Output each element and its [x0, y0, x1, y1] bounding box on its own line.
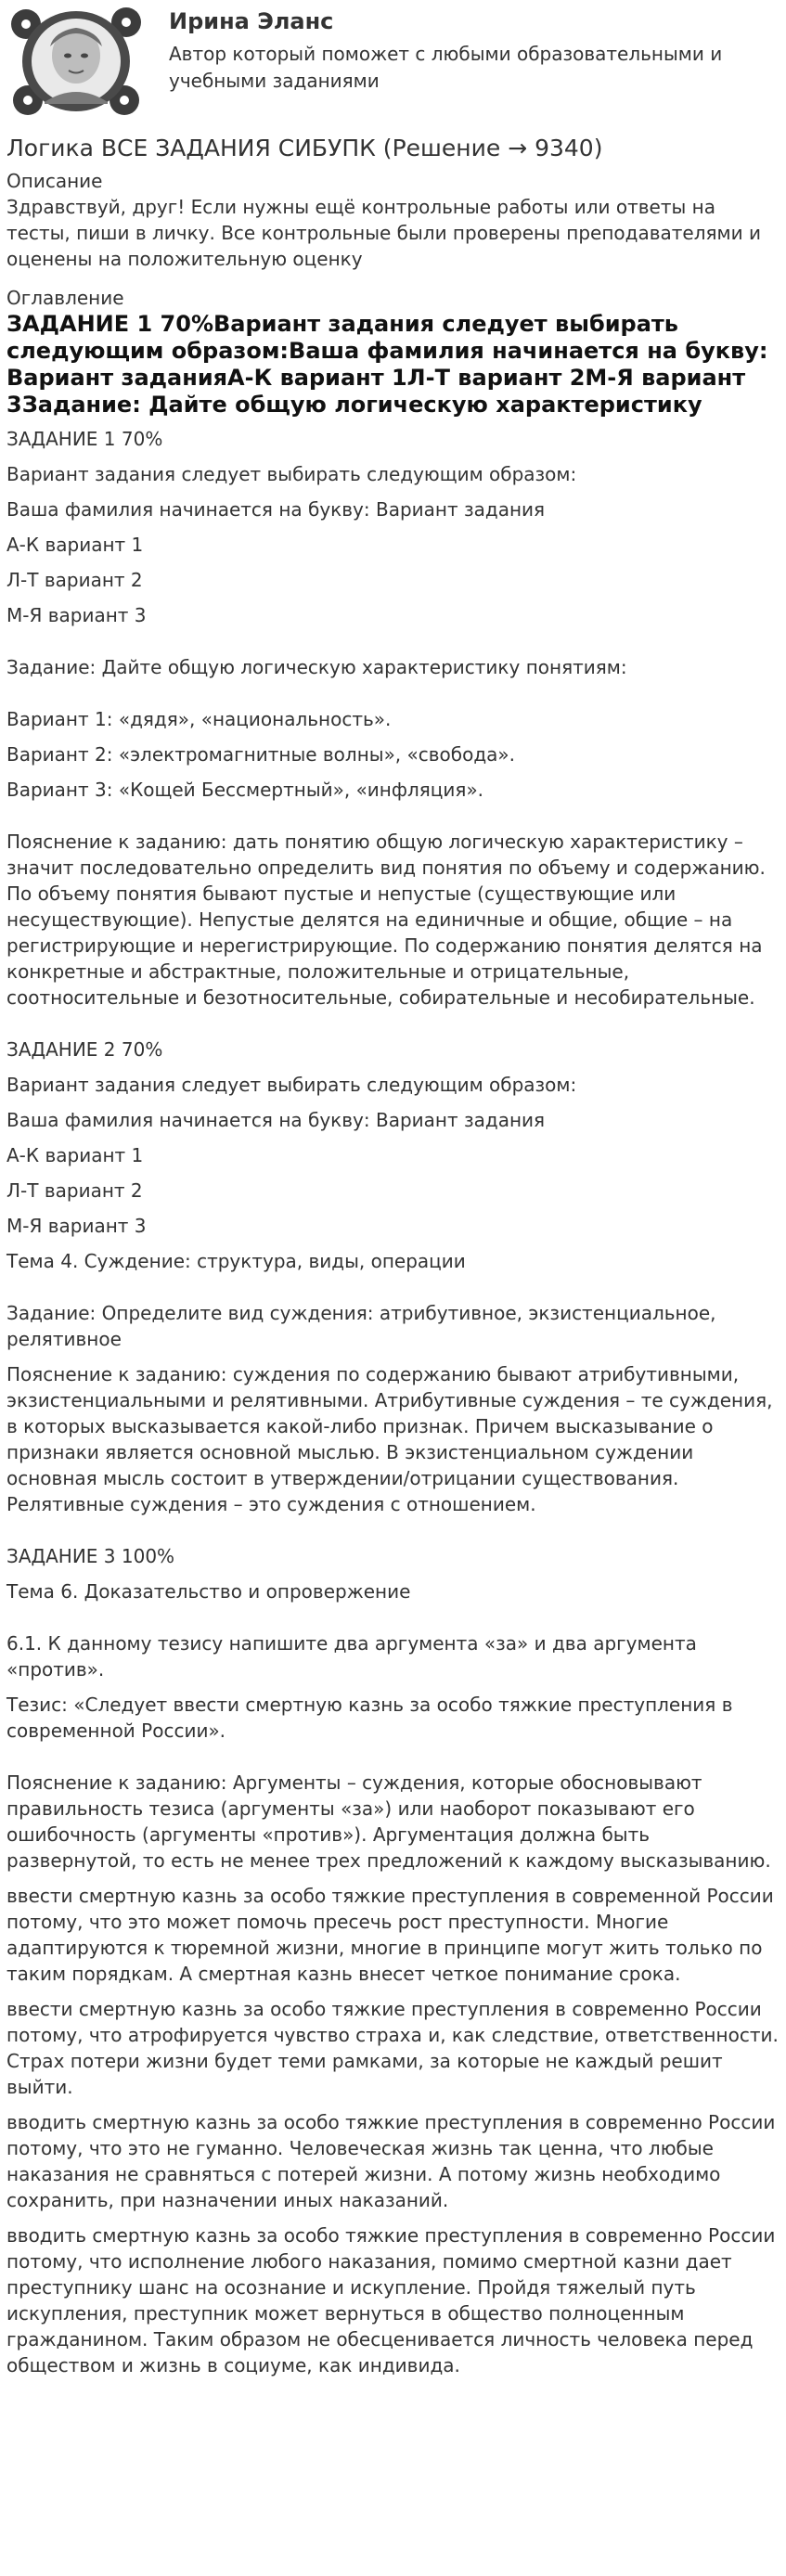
body-paragraph: ЗАДАНИЕ 1 70% [6, 428, 163, 450]
body-paragraph: А-К вариант 1 [6, 1144, 144, 1166]
body-paragraph: Тема 4. Суждение: структура, виды, операции [6, 1250, 466, 1272]
author-avatar[interactable] [7, 4, 145, 119]
body-paragraph: ЗАДАНИЕ 3 100% [6, 1545, 175, 1567]
toc-text: ЗАДАНИЕ 1 70%Вариант задания следует выбирать следующим образом:Ваша фамилия начинается на букву: Вариант заданияА-К вариант 1Л-Т вариант 2М-Я вариант 3Задание: Дайте общую логическую характеристику [6, 311, 768, 418]
document-title: Логика ВСЕ ЗАДАНИЯ СИБУПК (Решение → 9340) [6, 135, 603, 161]
description-label: Описание [6, 170, 103, 192]
body-paragraph: Задание: Определите вид суждения: атрибутивное, экзистенциальное, релятивное [6, 1302, 716, 1350]
body-paragraph: А-К вариант 1 [6, 534, 144, 556]
body-paragraph: М-Я вариант 3 [6, 1215, 147, 1237]
body-paragraph: Л-Т вариант 2 [6, 569, 143, 591]
blank-line [6, 1020, 780, 1037]
body-paragraph: Л-Т вариант 2 [6, 1179, 143, 1202]
author-header [0, 0, 786, 121]
blank-line [6, 638, 780, 654]
document-content [0, 133, 786, 2378]
body-paragraph: ввести смертную казнь за особо тяжкие преступления в современной России потому, что это может помочь пресечь рост преступности. Многие адаптируются к тюремной жизни, многие в принципе могут жить только по таким порядкам. А смертная казнь внесет четкое понимание срока. [6, 1885, 774, 1985]
body-paragraph: Вариант задания следует выбирать следующим образом: [6, 463, 577, 485]
blank-line [6, 689, 780, 706]
blank-line [6, 812, 780, 829]
body-paragraph: Задание: Дайте общую логическую характеристику понятиям: [6, 656, 627, 678]
body-paragraph: Ваша фамилия начинается на букву: Вариант задания [6, 1109, 546, 1131]
body-paragraph: вводить смертную казнь за особо тяжкие преступления в современно России потому, что исполнение любого наказания, помимо смертной казни дает преступнику шанс на осознание и искупление. Пройдя тяжелый путь искупления, преступник может вернуться в общество полноценным гражданином. Таким образом не обесценивается личность человека перед обществом и жизнь в социуме, как индивида. [6, 2224, 776, 2376]
body-paragraph: М-Я вариант 3 [6, 604, 147, 626]
body-paragraph: Пояснение к заданию: суждения по содержанию бывают атрибутивными, экзистенциальными и релятивными. Атрибутивные суждения – те суждения, в которых высказывается какой-либо признак. Причем высказывание о признаки является основной мыслью. В экзистенциальном суждении основная мысль состоит в утверждении/отрицании существования. Релятивные суждения – это суждения с отношением. [6, 1363, 773, 1515]
blank-line [6, 1283, 780, 1300]
blank-line [6, 1526, 780, 1543]
author-name[interactable]: Ирина Эланс [169, 8, 334, 34]
body-paragraph: Пояснение к заданию: Аргументы – суждения, которые обосновывают правильность тезиса (аргументы «за») или наоборот показывают его ошибочность (аргументы «против»). Аргументация должна быть развернутой, то есть не менее трех предложений к каждому высказыванию. [6, 1771, 771, 1872]
body-paragraph: Вариант 3: «Кощей Бессмертный», «инфляция». [6, 779, 484, 801]
body-paragraph: вводить смертную казнь за особо тяжкие преступления в современно России потому, что это не гуманно. Человеческая жизнь так ценна, что любые наказания не сравняться с потерей жизни. А потому жизнь необходимо сохранить, при назначении иных наказаний. [6, 2111, 776, 2211]
body-paragraph: Вариант задания следует выбирать следующим образом: [6, 1074, 577, 1096]
body-paragraph: ЗАДАНИЕ 2 70% [6, 1038, 163, 1061]
document-body [6, 426, 780, 2378]
body-paragraph: Тезис: «Следует ввести смертную казнь за особо тяжкие преступления в современной России». [6, 1694, 733, 1742]
body-paragraph: Пояснение к заданию: дать понятию общую логическую характеристику – значит последовательно определить вид понятия по объему и содержанию. По объему понятия бывают пустые и непустые (существующие или несуществующие). Непустые делятся на единичные и общие, общие – на регистрирующие и нерегистрирующие. По содержанию понятия делятся на конкретные и абстрактные, положительные и отрицательные, соотносительные и безотносительные, собирательные и несобирательные. [6, 831, 766, 1009]
body-paragraph: Тема 6. Доказательство и опровержение [6, 1580, 411, 1603]
body-paragraph: Ваша фамилия начинается на букву: Вариант задания [6, 498, 546, 521]
body-paragraph: Вариант 1: «дядя», «национальность». [6, 708, 392, 730]
body-paragraph: ввести смертную казнь за особо тяжкие преступления в современно России потому, что атрофируется чувство страха и, как следствие, ответственности. Страх потери жизни будет теми рамками, за которые не каждый решит выйти. [6, 1998, 779, 2098]
author-description: Автор который поможет с любыми образовательными и учебными заданиями [169, 43, 723, 92]
blank-line [6, 1753, 780, 1770]
body-paragraph: 6.1. К данному тезису напишите два аргумента «за» и два аргумента «против». [6, 1632, 697, 1681]
description-text: Здравствуй, друг! Если нужны ещё контрольные работы или ответы на тесты, пиши в личку. Все контрольные были проверены преподавателями и оценены на положительную оценку [6, 196, 761, 270]
blank-line [6, 1614, 780, 1630]
toc-label: Оглавление [6, 287, 124, 309]
body-paragraph: Вариант 2: «электромагнитные волны», «свобода». [6, 743, 516, 766]
